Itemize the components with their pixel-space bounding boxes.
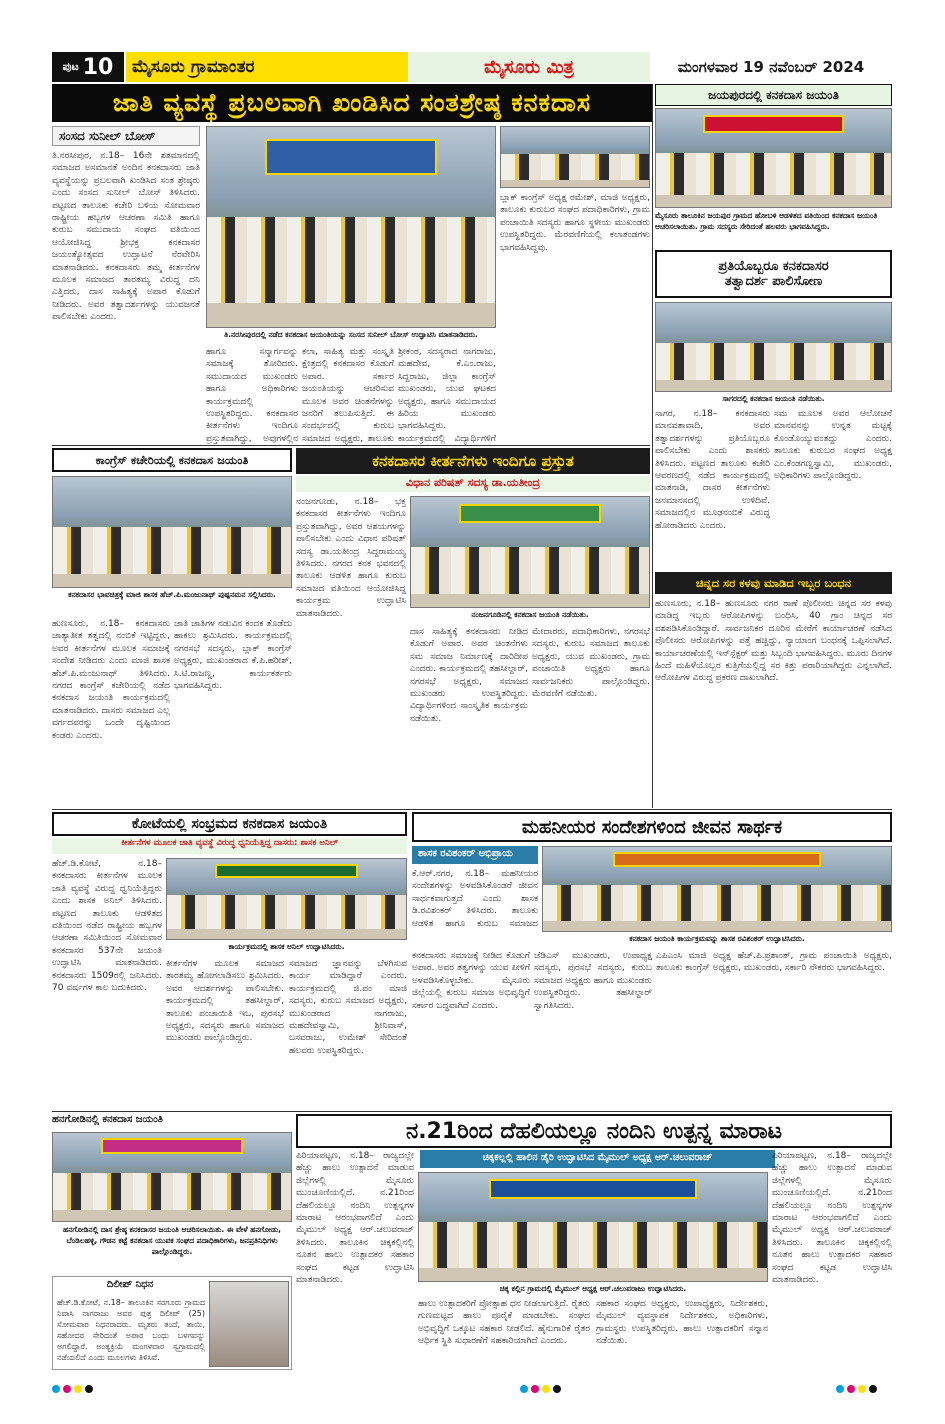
nandini-body-4: ಪಿರಿಯಾಪಟ್ಟಣ, ನ.18– ರಾಜ್ಯದಲ್ಲೇ ಹೆಚ್ಚು ಹಾಲು ಉತ್ಪಾದನೆ ಮಾಡುವ ಜಿಲ್ಲೆಗಳಲ್ಲಿ ಮೈಸೂರು ಮುಂಚೂಣಿಯಲ್ಲಿದೆ. ನ.21ರಿಂದ ದೆಹಲಿಯಲ್ಲೂ ನಂದಿನಿ ಉತ್ಪನ್ನಗಳ ಮಾರಾಟ ಆರಂಭವಾಗಲಿದೆ ಎಂದು ಮೈಮುಲ್ ಅಧ್ಯಕ್ಷ ಆರ್.ಚಲುವರಾಜ್ ತಿಳಿಸಿದರು. ತಾಲೂಕಿನ ಚಿಕ್ಕಕಲ್ಲಿನಲ್ಲಿ ನೂತನ ಹಾಲು ಉತ್ಪಾದಕರ ಸಹಕಾರ ಸಂಘದ ಕಟ್ಟಡ ಉದ್ಘಾಟಿಸಿ ಮಾತನಾಡಿದರು. <box>772 1151 892 1286</box>
obit-box <box>52 1276 292 1370</box>
nandini-body: ಪಿರಿಯಾಪಟ್ಟಣ, ನ.18– ರಾಜ್ಯದಲ್ಲೇ ಹೆಚ್ಚು ಹಾಲು ಉತ್ಪಾದನೆ ಮಾಡುವ ಜಿಲ್ಲೆಗಳಲ್ಲಿ ಮೈಸೂರು ಮುಂಚೂಣಿಯಲ್ಲಿದೆ. ನ.21ರಿಂದ ದೆಹಲಿಯಲ್ಲೂ ನಂದಿನಿ ಉತ್ಪನ್ನಗಳ ಮಾರಾಟ ಆರಂಭವಾಗಲಿದೆ ಎಂದು ಮೈಮುಲ್ ಅಧ್ಯಕ್ಷ ಆರ್.ಚಲುವರಾಜ್ ತಿಳಿಸಿದರು. ತಾಲೂಕಿನ ಚಿಕ್ಕಕಲ್ಲಿನಲ್ಲಿ ನೂತನ ಹಾಲು ಉತ್ಪಾದಕರ ಸಹಕಾರ ಸಂಘದ ಕಟ್ಟಡ ಉದ್ಘಾಟಿಸಿ ಮಾತನಾಡಿದರು. <box>296 1151 414 1286</box>
congress-body: ಹುಣಸೂರು, ನ.18– ಕನಕದಾಸರು ಜಾತ್ಯಾತೀತ ತತ್ವದಲ್ಲಿ ನಂಬಿಕೆ ಇಟ್ಟಿದ್ದರು, ಅವರ ಕೀರ್ತನೆಗಳ ಮೂಲಕ ಸಮಾಜಕ್ಕೆ ಸಂದೇಶ ನೀಡಿದರು ಎಂದು ಮಾಜಿ ಶಾಸಕ ಹೆಚ್.ಪಿ.ಮಂಜುನಾಥ್ ತಿಳಿಸಿದರು. ನಗರದ ಕಾಂಗ್ರೆಸ್ ಕಚೇರಿಯಲ್ಲಿ ನಡೆದ ಕನಕದಾಸ ಜಯಂತಿ ಕಾರ್ಯಕ್ರಮದಲ್ಲಿ ಮಾತನಾಡಿದರು. ದಾಸರು ಸಮಾಜದ ಎಲ್ಲ ವರ್ಗದವರನ್ನು ಒಂದೇ ದೃಷ್ಟಿಯಿಂದ ಕಂಡರು ಎಂದರು. <box>52 619 170 741</box>
lead-body: ತಿ.ನರಸೀಪುರ, ನ.18– 16ನೇ ಶತಮಾನದಲ್ಲಿ ಸಮಾಜದ ಅಸಮಾನತೆ ಅಂದಿನ ಕನಕದಾಸರು ಜಾತಿ ವ್ಯವಸ್ಥೆಯನ್ನು ಪ್ರಬಲವಾಗಿ ಖಂಡಿಸಿದ ಸಂತ ಶ್ರೇಷ್ಠರು ಎಂದು ಸಂಸದ ಸುನೀಲ್ ಬೋಸ್ ತಿಳಿಸಿದರು. ಪಟ್ಟಣದ ತಾಲೂಕು ಕಚೇರಿ ಬಳಿಯ ಸೋಮವಾರ ರಾಷ್ಟ್ರೀಯ ಹಬ್ಬಗಳ ಆಚರಣಾ ಸಮಿತಿ ಹಾಗೂ ಕುರುಬ ಸಮುದಾಯ ಸಂಘದ ವತಿಯಿಂದ ಆಯೋಜಿಸಿದ್ದ ಶ್ರೀಭಕ್ತ ಕನಕದಾಸರ ಜಯಂತ್ಯೋತ್ಸವದ ಉದ್ಘಾಟನೆ ನೆರವೇರಿಸಿ ಮಾತನಾಡಿದರು. ಕನಕದಾಸರು ತಮ್ಮ ಕೀರ್ತನೆಗಳ ಮೂಲಕ ಸಮಾಜದ ತಾರತಮ್ಯ ವಿರುದ್ಧ ದನಿ ಎತ್ತಿದರು, ದಾಸ ಸಾಹಿತ್ಯಕ್ಕೆ ಅಪಾರ ಕೊಡುಗೆ ನೀಡಿದರು. ಅವರ ತತ್ವಾದರ್ಶಗಳನ್ನು ಯುವಜನತೆ ಪಾಲಿಸಬೇಕು ಎಂದರು. <box>52 151 200 323</box>
nandini-subtitle: ಚಿಕ್ಕಕಲ್ಲಲ್ಲಿ ಹಾಲಿನ ಡೈರಿ ಉದ್ಘಾಟಿಸಿದ ಮೈಮುಲ್ ಅಧ್ಯಕ್ಷ ಆರ್.ಚಲುವರಾಜ್ <box>420 1150 775 1168</box>
rule <box>52 445 650 446</box>
kote-subtitle: ಕೀರ್ತನೆಗಳ ಮೂಲಕ ಜಾತಿ ವ್ಯವಸ್ಥೆ ವಿರುದ್ಧ ಧ್ವನಿಯೆತ್ತಿದ್ದ ದಾಸರು: ಶಾಸಕ ಅನಿಲ್ <box>52 838 407 854</box>
kote-body: ಹೆಚ್.ಡಿ.ಕೋಟೆ, ನ.18– ಕನಕದಾಸರು ಕೀರ್ತನೆಗಳ ಮೂಲಕ ಜಾತಿ ವ್ಯವಸ್ಥೆ ವಿರುದ್ಧ ಧ್ವನಿಯೆತ್ತಿದ್ದರು ಎಂದು ಶಾಸಕ ಅನಿಲ್ ತಿಳಿಸಿದರು. ಪಟ್ಟಣದ ತಾಲೂಕು ಆಡಳಿತದ ವತಿಯಿಂದ ನಡೆದ ರಾಷ್ಟ್ರೀಯ ಹಬ್ಬಗಳ ಆಚರಣಾ ಸಮಿತಿಯಿಂದ ಸೋಮವಾರ ಕನಕದಾಸರ 537ನೇ ಜಯಂತಿ ಉದ್ಘಾಟಿಸಿ ಮಾತನಾಡಿದರು. ಕನಕದಾಸರು 1509ರಲ್ಲಿ ಜನಿಸಿದರು. 70 ವರ್ಷಗಳ ಕಾಲ ಬದುಕಿದರು. <box>52 859 162 994</box>
kirtane-title: ಕನಕದಾಸರ ಕೀರ್ತನೆಗಳು ಇಂದಿಗೂ ಪ್ರಸ್ತುತ <box>296 448 650 474</box>
nandini-body-3: ಸಹಕಾರ ಸಂಘದ ಅಧ್ಯಕ್ಷರು, ಉಪಾಧ್ಯಕ್ಷರು, ನಿರ್ದೇಶಕರು, ಮೈಮುಲ್ ವ್ಯವಸ್ಥಾಪಕ ನಿರ್ದೇಶಕರು, ಅಧಿಕಾರಿಗಳು, ಗ್ರಾಮಸ್ಥರು ಉಪಸ್ಥಿತರಿದ್ದರು. ಹಾಲು ಉತ್ಪಾದಕರಿಗೆ ಸನ್ಮಾನ ನಡೆಯಿತು. <box>596 1299 768 1347</box>
lead-kicker: ಸಂಸದ ಸುನೀಲ್ ಬೋಸ್ <box>52 126 200 146</box>
lead-photo <box>206 126 496 328</box>
mahaniya-body-2: ಕನಕದಾಸರು ಸಮಾಜಕ್ಕೆ ನೀಡಿದ ಕೊಡುಗೆ ಅಪಾರ. ಅವರ ತತ್ವಗಳನ್ನು ಯುವ ಪೀಳಿಗೆ ಅಳವಡಿಸಿಕೊಳ್ಳಬೇಕು. ಮೈಸೂರು ಜಿಲ್ಲೆಯಲ್ಲಿ ಕುರುಬ ಸಮಾಜ ಅಭಿವೃದ್ಧಿಗೆ ಸರ್ಕಾರ ಬದ್ಧವಾಗಿದೆ ಎಂದರು. <box>412 951 530 1011</box>
mahaniya-body-3: ಜೆಡಿಎಸ್ ಮುಖಂಡರು, ಉಪಾಧ್ಯಕ್ಷ ಸದಸ್ಯರು, ಪುರಸಭೆ ಸದಸ್ಯರು, ಕುರುಬ ಸಮಾಜದ ಅಧ್ಯಕ್ಷರು ಹಾಗೂ ಮುಖಂಡರು ಉಪಸ್ಥಿತರಿದ್ದರು. ತಹಸೀಲ್ದಾರ್ ಸ್ವಾಗತಿಸಿದರು. <box>534 951 652 1011</box>
kirtane-photo <box>410 496 650 608</box>
kirtane-body-2: ದಾಸ ಸಾಹಿತ್ಯಕ್ಕೆ ಕನಕದಾಸರು ನೀಡಿದ ಕೊಡುಗೆ ಅಪಾರ. ಅವರ ಚಿಂತನೆಗಳು ಸಮ ಸಮಾಜ ನಿರ್ಮಾಣಕ್ಕೆ ದಾರಿದೀಪ ಎಂದರು. ಕಾರ್ಯಕ್ರಮದಲ್ಲಿ ತಹಸೀಲ್ದಾರ್, ನಗರಸಭೆ ಅಧ್ಯಕ್ಷರು, ಸಮಾಜದ ಮುಖಂಡರು ಉಪಸ್ಥಿತರಿದ್ದರು. ವಿದ್ಯಾರ್ಥಿಗಳಿಂದ ಸಾಂಸ್ಕೃತಿಕ ಕಾರ್ಯಕ್ರಮ ನಡೆಯಿತು. <box>410 627 528 724</box>
nandini-body-2: ಹಾಲು ಉತ್ಪಾದಕರಿಗೆ ಪ್ರೋತ್ಸಾಹ ಧನ ನೀಡಲಾಗುತ್ತಿದೆ. ರೈತರು ಗುಣಮಟ್ಟದ ಹಾಲು ಪೂರೈಕೆ ಮಾಡಬೇಕು. ಸಂಘದ ಅಭಿವೃದ್ಧಿಗೆ ಒಕ್ಕೂಟ ಸಹಕಾರ ನೀಡಲಿದೆ. ಹೈನುಗಾರಿಕೆ ರೈತರ ಆರ್ಥಿಕ ಸ್ಥಿತಿ ಸುಧಾರಣೆಗೆ ಸಹಕಾರಿಯಾಗಿದೆ ಎಂದರು. <box>418 1299 590 1347</box>
rule <box>52 809 892 810</box>
mahaniya-kicker: ಶಾಸಕ ರವಿಶಂಕರ್ ಅಭಿಪ್ರಾಯ <box>412 846 538 864</box>
kirtane-subtitle: ವಿಧಾನ ಪರಿಷತ್ ಸದಸ್ಯ ಡಾ.ಯತೀಂದ್ರ <box>296 476 650 492</box>
mahaniya-body: ಕೆ.ಆರ್.ನಗರ, ನ.18– ಮಹನೀಯರ ಸಂದೇಶಗಳನ್ನು ಅಳವಡಿಸಿಕೊಂಡರೆ ಜೀವನ ಸಾರ್ಥಕವಾಗುತ್ತದೆ ಎಂದು ಶಾಸಕ ಡಿ.ರವಿಶಂಕರ್ ತಿಳಿಸಿದರು. ತಾಲೂಕು ಆಡಳಿತ ಹಾಗೂ ಕುರುಬ ಸಮಾಜದ <box>412 869 538 929</box>
print-registration-right <box>836 1378 896 1388</box>
tatva-body: ಸಾಗರ, ನ.18– ಕನಕದಾಸರು ಮಾನವತಾವಾದಿ, ಅವರ ತತ್ವಾದರ್ಶಗಳನ್ನು ಪ್ರತಿಯೊಬ್ಬರೂ ಪಾಲಿಸಬೇಕು ಎಂದು ಶಾಸಕರು ತಿಳಿಸಿದರು. ಪಟ್ಟಣದ ತಾಲೂಕು ಕಚೇರಿ ಆವರಣದಲ್ಲಿ ನಡೆದ ಕಾರ್ಯಕ್ರಮದಲ್ಲಿ ಮಾತನಾಡಿ, ದಾಸರ ಕೀರ್ತನೆಗಳು ಜನಮಾನಸದಲ್ಲಿ ಉಳಿದಿವೆ. ಸಮಾಜದಲ್ಲಿನ ಮೂಢನಂಬಿಕೆ ವಿರುದ್ಧ ಹೋರಾಡಿದರು ಎಂದರು. <box>655 409 770 531</box>
kote-body-2: ಕೀರ್ತನೆಗಳ ಮೂಲಕ ಸಮಾಜದ ತಾರತಮ್ಯ ಹೋಗಲಾಡಿಸಲು ಶ್ರಮಿಸಿದರು. ಅವರ ಆದರ್ಶಗಳನ್ನು ಪಾಲಿಸಬೇಕು. ಕಾರ್ಯಕ್ರಮದಲ್ಲಿ ತಹಸೀಲ್ದಾರ್, ತಾಲೂಕು ಪಂಚಾಯಿತಿ ಇಒ, ಪುರಸಭೆ ಅಧ್ಯಕ್ಷರು, ಸದಸ್ಯರು ಹಾಗೂ ಸಮಾಜದ ಮುಖಂಡರು ಪಾಲ್ಗೊಂಡಿದ್ದರು. <box>166 959 284 1044</box>
congress-body-2: ಜಾತಿ ಜಾತಿಗಳ ನಡುವಿನ ಕಂದಕ ತೊಡೆದು ಹಾಕಲು ಶ್ರಮಿಸಿದರು. ಕಾರ್ಯಕ್ರಮದಲ್ಲಿ ನಗರಸಭೆ ಸದಸ್ಯರು, ಬ್ಲಾಕ್ ಕಾಂಗ್ರೆಸ್ ಅಧ್ಯಕ್ಷರು, ಮುಖಂಡರಾದ ಕೆ.ಪಿ.ಹರೀಶ್, ಸಿ.ಟಿ.ರಾಜಣ್ಣ, ಕಾರ್ಯಕರ್ತರು ಭಾಗವಹಿಸಿದ್ದರು. <box>174 619 292 692</box>
page-number: 10 <box>82 54 114 80</box>
mahaniya-body-4: ಎಪಿಎಂಸಿ ಮಾಜಿ ಅಧ್ಯಕ್ಷ ಹೆಚ್.ಪಿ.ಪ್ರಶಾಂತ್, ಗ್ರಾಮ ಪಂಚಾಯಿತಿ ಅಧ್ಯಕ್ಷರು, ತಾಲೂಕು ಕಾಂಗ್ರೆಸ್ ಅಧ್ಯಕ್ಷರು, ಮುಖಂಡರು, ಸರ್ಕಾರಿ ನೌಕರರು ಭಾಗವಹಿಸಿದ್ದರು. <box>656 951 892 974</box>
hanagodu-photo <box>52 1132 292 1222</box>
sagara-photo <box>655 302 892 392</box>
arrest-body: ಹುಣಸೂರು, ನ.18– ಹುಣಸೂರು ನಗರ ಠಾಣೆ ಪೊಲೀಸರು ಚಿನ್ನದ ಸರ ಕಳವು ಮಾಡಿದ್ದ ಇಬ್ಬರು ಆರೋಪಿಗಳನ್ನು ಬಂಧಿಸಿ, 40 ಗ್ರಾಂ ಚಿನ್ನದ ಸರ ವಶಪಡಿಸಿಕೊಂಡಿದ್ದಾರೆ. ಸಾರ್ವಜನಿಕರ ದೂರಿನ ಮೇರೆಗೆ ಕಾರ್ಯಾಚರಣೆ ನಡೆಸಿದ ಪೊಲೀಸರು ಆರೋಪಿಗಳನ್ನು ಪತ್ತೆ ಹಚ್ಚಿದ್ದು, ನ್ಯಾಯಾಂಗ ಬಂಧನಕ್ಕೆ ಒಪ್ಪಿಸಲಾಗಿದೆ. ಕಾರ್ಯಾಚರಣೆಯಲ್ಲಿ ಇನ್‌ಸ್ಪೆಕ್ಟರ್ ಮತ್ತು ಸಿಬ್ಬಂದಿ ಭಾಗವಹಿಸಿದ್ದರು. ಮೂರು ದಿನಗಳ ಹಿಂದೆ ಮಹಿಳೆಯೊಬ್ಬರ ಕುತ್ತಿಗೆಯಲ್ಲಿದ್ದ ಸರ ಕಿತ್ತು ಪರಾರಿಯಾಗಿದ್ದರು ಎನ್ನಲಾಗಿದೆ. ಆರೋಪಿಗಳ ವಿರುದ್ಧ ಪ್ರಕರಣ ದಾಖಲಾಗಿದೆ. <box>655 599 892 684</box>
tatva-title-1: ಪ್ರತಿಯೊಬ್ಬರೂ ಕನಕದಾಸರ <box>718 259 829 274</box>
masthead: ಮೈಸೂರು ಮಿತ್ರ <box>408 52 650 82</box>
mahaniya-photo <box>542 846 892 932</box>
hanagodu-caption: ಹನಗೋಡಿನಲ್ಲಿ ದಾಸ ಶ್ರೇಷ್ಠ ಕನಕದಾಸರ ಜಯಂತಿ ಆಚರಿಸಲಾಯಿತು. ಈ ವೇಳೆ ಹನಗೋಡು, ಬೆಂಡಿಲಹಳ್ಳಿ, ಗೌಡನ ಕಟ್ಟೆ ಕನಕದಾಸ ಯುವಕ ಸಂಘದ ಪದಾಧಿಕಾರಿಗಳು, ಜನಪ್ರತಿನಿಧಿಗಳು ಪಾಲ್ಗೊಂಡಿದ್ದರು. <box>63 1225 281 1256</box>
kote-photo <box>166 858 407 940</box>
kote-body-3: ಸಮಾಜದ ಜ್ಞಾನವನ್ನು ಬೆಳಗಿಸುವ ಕಾರ್ಯ ಮಾಡಿದ್ದಾರೆ ಎಂದರು. ಕಾರ್ಯಕ್ರಮದಲ್ಲಿ ಜಿ.ಪಂ ಮಾಜಿ ಸದಸ್ಯರು, ಕುರುಬ ಸಮಾಜದ ಅಧ್ಯಕ್ಷರು, ಮುಖಂಡರಾದ ನಾಗರಾಜು, ಮಹದೇವಸ್ವಾಮಿ, ಶ್ರೀನಿವಾಸ್, ಬಸವರಾಜು, ಉಮೇಶ್ ಸೇರಿದಂತೆ ಹಲವರು ಉಪಸ್ಥಿತರಿದ್ದರು. <box>289 959 407 1056</box>
lead-body-4: ಶ್ರೀಕಂಠ, ಸದಸ್ಯರಾದ ನಾಗರಾಜು, ಮಹದೇವ, ಕೆ.ಎಂ.ರಾಜು, ಸಿದ್ದರಾಜು, ಜಿಲ್ಲಾ ಕಾಂಗ್ರೆಸ್ ಮುಖಂಡರು, ಯುವ ಘಟಕದ ಅಧ್ಯಕ್ಷರು, ಹಾಗೂ ಸಮುದಾಯದ ಹಿರಿಯ ಮುಖಂಡರು ಭಾಗವಹಿಸಿದ್ದರು. ಕಾರ್ಯಕ್ರಮದಲ್ಲಿ ವಿದ್ಯಾರ್ಥಿಗಳಿಗೆ <box>398 347 496 444</box>
mahaniya-title: ಮಹನೀಯರ ಸಂದೇಶಗಳಿಂದ ಜೀವನ ಸಾರ್ಥಕ <box>412 812 892 842</box>
sagara-caption: ಸಾಗರದಲ್ಲಿ ಕನಕದಾಸ ಜಯಂತಿ ನಡೆಯಿತು. <box>722 394 825 403</box>
obit-body: ಹೆಚ್.ಡಿ.ಕೋಟೆ, ನ.18– ತಾಲೂಕಿನ ಸರಗೂರು ಗ್ರಾಮದ ನಿವಾಸಿ ನಾಗರಾಜು ಅವರ ಪುತ್ರ ದಿಲೀಪ್ (25) ಸೋಮವಾರ ನಿಧನರಾದರು. ಮೃತರು ತಂದೆ, ತಾಯಿ, ಸಹೋದರ ಸೇರಿದಂತೆ ಅಪಾರ ಬಂಧು ಬಳಗವನ್ನು ಅಗಲಿದ್ದಾರೆ. ಅಂತ್ಯಕ್ರಿಯೆ ಮಂಗಳವಾರ ಸ್ವಗ್ರಾಮದಲ್ಲಿ ನಡೆಯಲಿದೆ ಎಂದು ಮೂಲಗಳು ತಿಳಿಸಿವೆ. <box>57 1298 205 1362</box>
hanagodu-title: ಹನಗೋಡಿನಲ್ಲಿ ಕನಕದಾಸ ಜಯಂತಿ <box>52 1114 163 1125</box>
rule <box>52 1111 892 1112</box>
congress-title: ಕಾಂಗ್ರೆಸ್ ಕಚೇರಿಯಲ್ಲಿ ಕನಕದಾಸ ಜಯಂತಿ <box>52 448 292 472</box>
lead-body-2: ಹಾಗೂ ಸನ್ಮಾರ್ಗವನ್ನು ಸಮಾಜಕ್ಕೆ ತೋರಿದರು. ಸಮುದಾಯದ ಮುಖಂಡರು ಹಾಗೂ ಅಧಿಕಾರಿಗಳು ಕಾರ್ಯಕ್ರಮದಲ್ಲಿ ಉಪಸ್ಥಿತರಿದ್ದರು. ಕನಕದಾಸರ ಕೀರ್ತನೆಗಳು ಇಂದಿಗೂ ಪ್ರಸ್ತುತವಾಗಿದ್ದು, ಅವುಗಳಲ್ಲಿನ <box>206 347 298 444</box>
tatva-body-2: ಸಮ ಮೂಲಕ ಅವರ ಆಲೋಚನೆ ಮಾನವನನ್ನು ಉನ್ನತ ಮಟ್ಟಕ್ಕೆ ಕೊಂಡೊಯ್ಯುವಂತದ್ದು ಎಂದರು. ತಾಲೂಕು ಕುರುಬರ ಸಂಘದ ಅಧ್ಯಕ್ಷ ಎಂ.ಕೆಂಡಗಣ್ಣಸ್ವಾಮಿ, ಮುಖಂಡರು, ಅಧಿಕಾರಿಗಳು ಪಾಲ್ಗೊಂಡಿದ್ದರು. <box>774 409 892 482</box>
lead-body-3: ಕಲಾ, ಸಾಹಿತ್ಯ ಮತ್ತು ಸಂಸ್ಕೃತಿ ಕ್ಷೇತ್ರದಲ್ಲಿ ಕನಕದಾಸರ ಕೊಡುಗೆ ಅಪಾರ. ಸರ್ಕಾರ ಜಯಂತಿಯನ್ನು ಆಚರಿಸುವ ಮೂಲಕ ಅವರ ಚಿಂತನೆಗಳನ್ನು ಜನರಿಗೆ ತಲುಪಿಸುತ್ತಿದೆ. ಈ ಸಂದರ್ಭದಲ್ಲಿ ಕುರುಬ ಸಮಾಜದ ಅಧ್ಯಕ್ಷರು, ತಾಲೂಕು <box>302 347 394 444</box>
kirtane-caption: ನಂಜನಗೂಡಿನಲ್ಲಿ ಕನಕದಾಸ ಜಯಂತಿ ನಡೆಯಿತು. <box>471 610 589 619</box>
tatva-title-2: ತತ್ವಾದರ್ಶ ಪಾಲಿಸೋಣ <box>724 274 823 289</box>
obit-title: ದಿಲೀಪ್ ನಿಧನ <box>106 1279 154 1290</box>
print-registration-left <box>52 1378 252 1388</box>
kirtane-body-3: ಮೇದಾರರು, ಪದಾಧಿಕಾರಿಗಳು, ನಗರಸಭೆ ಸದಸ್ಯರು, ಕುರುಬ ಸಮಾಜದ ತಾಲೂಕು ಅಧ್ಯಕ್ಷರು, ಯುವ ಮುಖಂಡರು, ಗ್ರಾಮ ಪಂಚಾಯಿತಿ ಅಧ್ಯಕ್ಷರು ಹಾಗೂ ಸಾರ್ವಜನಿಕರು ಪಾಲ್ಗೊಂಡಿದ್ದರು. ಮೆರವಣಿಗೆ ನಡೆಯಿತು. <box>532 627 650 700</box>
section-title: ಮೈಸೂರು ಗ್ರಾಮಾಂತರ <box>126 52 408 82</box>
nandini-photo <box>418 1172 768 1282</box>
nandini-caption: ಚಿಕ್ಕ ಕಲ್ಲಿನ ಗ್ರಾಮದಲ್ಲಿ ಮೈಮುಲ್ ಅಧ್ಯಕ್ಷ ಆರ್.ಚಲುವರಾಜು ಉದ್ಘಾಟಿಸಿದರು. <box>499 1284 687 1293</box>
kote-caption: ಕಾರ್ಯಕ್ರಮದಲ್ಲಿ ಶಾಸಕ ಅನಿಲ್ ಉದ್ಘಾಟಿಸಿದರು. <box>228 942 345 951</box>
kirtane-body: ನಂಜನಗೂಡು, ನ.18– ಭಕ್ತ ಕನಕದಾಸರ ಕೀರ್ತನೆಗಳು ಇಂದಿಗೂ ಪ್ರಸ್ತುತವಾಗಿದ್ದು, ಅವರ ಆಶಯಗಳನ್ನು ಪಾಲಿಸಬೇಕು ಎಂದು ವಿಧಾನ ಪರಿಷತ್ ಸದಸ್ಯ ಡಾ.ಯತೀಂದ್ರ ಸಿದ್ದರಾಮಯ್ಯ ತಿಳಿಸಿದರು. ನಗರದ ಕನಕ ಭವನದಲ್ಲಿ ತಾಲೂಕು ಆಡಳಿತ ಹಾಗೂ ಕುರುಬ ಸಮಾಜದ ವತಿಯಿಂದ ಆಯೋಜಿಸಿದ್ದ ಕಾರ್ಯಕ್ರಮ ಉದ್ಘಾಟಿಸಿ ಮಾತನಾಡಿದರು. <box>296 497 406 619</box>
lead-headline: ಜಾತಿ ವ್ಯವಸ್ಥೆ ಪ್ರಬಲವಾಗಿ ಖಂಡಿಸಿದ ಸಂತಶ್ರೇಷ್ಠ ಕನಕದಾಸ <box>52 84 652 122</box>
page-number-box <box>52 52 124 82</box>
page-label: ಪುಟ <box>62 60 79 73</box>
nandini-title: ನ.21ರಿಂದ ದೆಹಲಿಯಲ್ಲೂ ನಂದಿನಿ ಉತ್ಪನ್ನ ಮಾರಾಟ <box>296 1114 892 1148</box>
congress-photo <box>52 476 292 588</box>
tatva-title-box <box>655 250 892 298</box>
jayapura-title: ಜಯಪುರದಲ್ಲಿ ಕನಕದಾಸ ಜಯಂತಿ <box>655 84 892 106</box>
jayapura-photo <box>655 108 892 208</box>
rule <box>652 84 653 808</box>
lead-body-5: ಬ್ಲಾಕ್ ಕಾಂಗ್ರೆಸ್ ಅಧ್ಯಕ್ಷ ರಮೇಶ್, ಮಾಜಿ ಅಧ್ಯಕ್ಷರು, ತಾಲೂಕು ಕುರುಬರ ಸಂಘದ ಪದಾಧಿಕಾರಿಗಳು, ಗ್ರಾಮ ಪಂಚಾಯಿತಿ ಸದಸ್ಯರು ಹಾಗೂ ಸ್ಥಳೀಯ ಮುಖಂಡರು ಉಪಸ್ಥಿತರಿದ್ದರು. ಮೆರವಣಿಗೆಯಲ್ಲಿ ಕಲಾತಂಡಗಳು ಭಾಗವಹಿಸಿದ್ದವು. <box>500 193 650 253</box>
arrest-title: ಚಿನ್ನದ ಸರ ಕಳವು ಮಾಡಿದ ಇಬ್ಬರ ಬಂಧನ <box>655 572 892 594</box>
obit-portrait <box>209 1281 289 1367</box>
congress-caption: ಕನಕದಾಸರ ಭಾವಚಿತ್ರಕ್ಕೆ ಮಾಜಿ ಶಾಸಕ ಹೆಚ್.ಪಿ.ಮಂಜುನಾಥ್ ಪುಷ್ಪನಮನ ಸಲ್ಲಿಸಿದರು. <box>68 590 276 599</box>
print-registration-center <box>520 1378 620 1388</box>
lead-photo-caption: ತಿ.ನರಸೀಪುರದಲ್ಲಿ ನಡೆದ ಕನಕದಾಸ ಜಯಂತಿಯನ್ನು ಸಂಸದ ಸುನೀಲ್ ಬೋಸ್ ಉದ್ಘಾಟಿಸಿ ಮಾತನಾಡಿದರು. <box>224 330 478 339</box>
issue-date: ಮಂಗಳವಾರ 19 ನವೆಂಬರ್ 2024 <box>677 58 865 76</box>
jayapura-caption: ಮೈಸೂರು ತಾಲೂಕಿನ ಜಯಪುರ ಗ್ರಾಮದ ಹೋಬಳಿ ಆಡಳಿತದ ವತಿಯಿಂದ ಕನಕದಾಸ ಜಯಂತಿ ಆಚರಿಸಲಾಯಿತು. ಗ್ರಾಮ ಸದಸ್ಯರು ಸೇರಿದಂತೆ ಹಲವರು ಭಾಗವಹಿಸಿದ್ದರು. <box>655 211 878 231</box>
lead-photo-2 <box>500 126 650 188</box>
kote-title: ಕೋಟೆಯಲ್ಲಿ ಸಂಭ್ರಮದ ಕನಕದಾಸ ಜಯಂತಿ <box>52 812 407 836</box>
mahaniya-caption: ಕನಕದಾಸ ಜಯಂತಿ ಕಾರ್ಯಕ್ರಮವನ್ನು ಶಾಸಕ ರವಿಶಂಕರ್ ಉದ್ಘಾಟಿಸಿದರು. <box>629 934 805 943</box>
